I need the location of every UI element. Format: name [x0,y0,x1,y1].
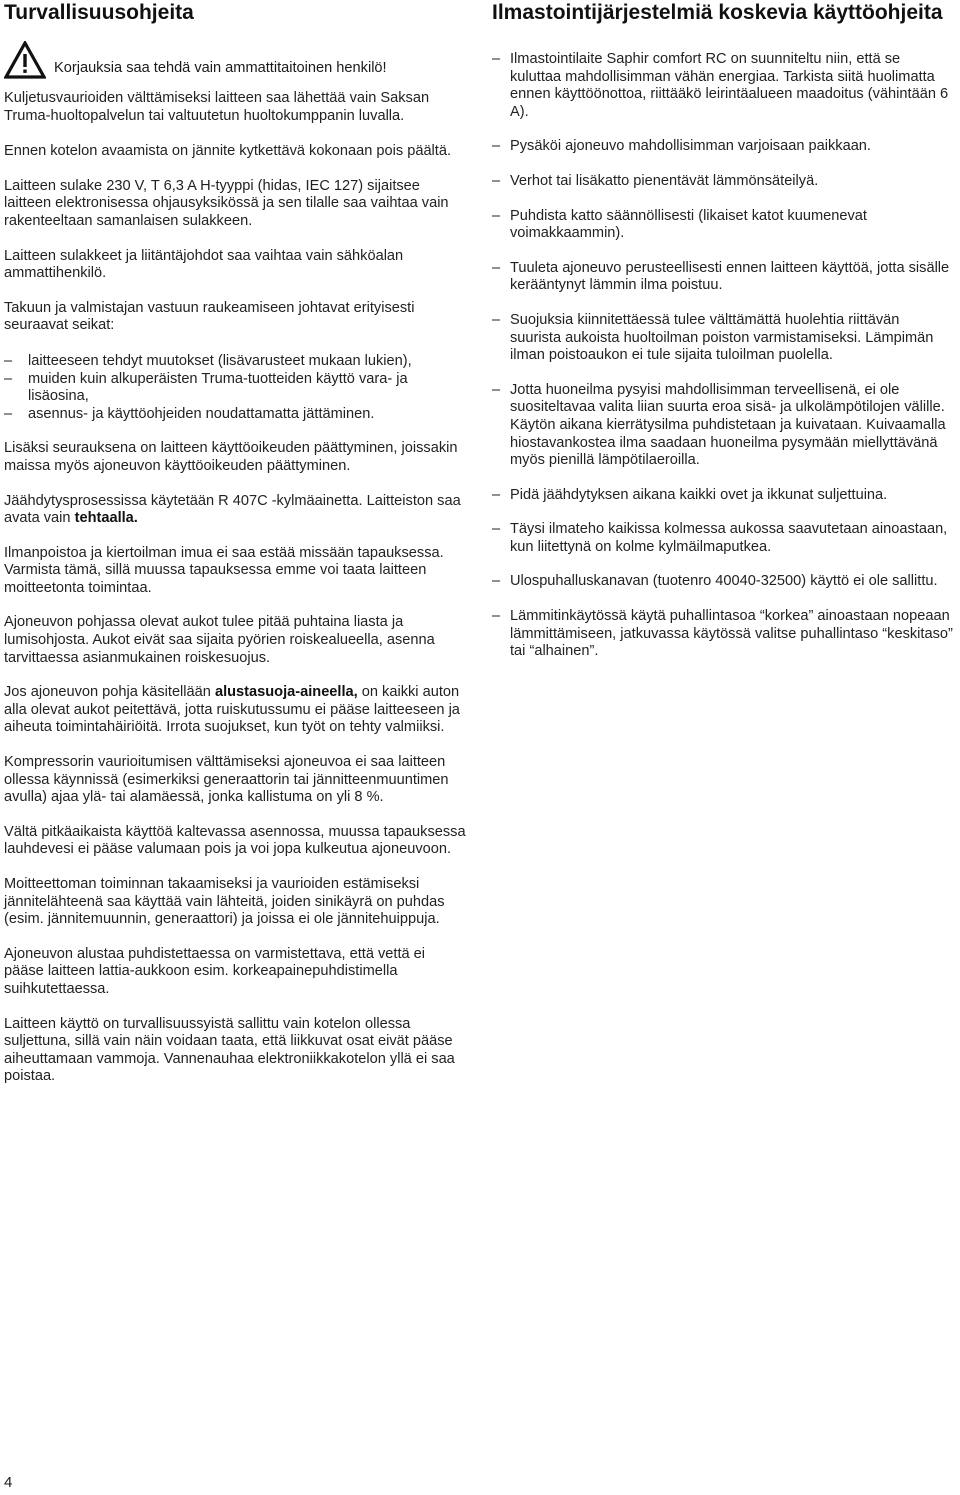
paragraph-refrigerant: Jäähdytysprosessissa käytetään R 407C -kylmäainetta. Laitteiston saa avata vain tehtaalla. [4,492,461,527]
warning-triangle-icon [4,41,46,79]
page-number: 4 [4,1474,13,1491]
paragraph-fuse: Laitteen sulake 230 V, T 6,3 A H-tyyppi (hidas, IEC 127) sijaitsee laitteen elektronisessa ohjausyksikössä ja sen tilalle saa vaihtaa vain rakenteeltaan samanlaisen sulakkeen. [4,177,449,229]
paragraph-air-intake: Ilmanpoistoa ja kiertoilman imua ei saa estää missään tapauksessa. Varmista tämä, sillä muussa tapauksessa emme voi taata laitteen moitteetonta toimintaa. [4,544,444,596]
list-item: – Suojuksia kiinnitettäessä tulee välttämättä huolehtia riittävän suurista aukoista huoltoilman poiston varmistamiseksi. Lämpimän ilman poistoaukon ei tule sijaita tuloilman puolella. [492,312,954,365]
list-item: – Pysäköi ajoneuvo mahdollisimman varjoisaan paikkaan. [492,138,954,156]
paragraph-power-source: Moitteettoman toiminnan takaamiseksi ja vaurioiden estämiseksi jännitelähteenä saa käyttää vain lähteitä, joiden sinikäyrä on puhdas (esim. jännitemuunnin, generaattori) ja joissa ei ole jännitehuippuja. [4,876,445,928]
paragraph-cleaning: Ajoneuvon alustaa puhdistettaessa on varmistettava, että vettä ei pääse laitteen lattia-aukkoon esim. korkeapainepuhdistimella suihkutettaessa. [4,945,426,997]
list-item: – Ilmastointilaite Saphir comfort RC on suunniteltu niin, että se kuluttaa mahdollisimman vähän energiaa. Tarkista siitä huolimatta ennen käyttöönottoa, riittääkö leirintäalueen maadoitus (vähintään 6 A). [492,51,954,121]
warning-text: Korjauksia saa tehdä vain ammattitaitoinen henkilö! [54,60,387,77]
paragraph-compressor: Kompressorin vaurioitumisen välttämiseksi ajoneuvoa ei saa laitteen ollessa käynnissä (esimerkiksi generaattorin tai jännitteenmuuntimen avulla) ajaa ylä- tai alamäessä, jonka kallistuma on yli 8 %. [4,754,449,806]
list-item: – Tuuleta ajoneuvo perusteellisesti ennen laitteen käyttöä, jotta sisälle kerääntynyt lämmin ilma poistuu. [492,260,954,295]
operating-list [492,51,954,661]
list-item: – Täysi ilmateho kaikissa kolmessa aukossa saavutetaan ainoastaan, kun liitettynä on kolme kylmäilmaputkea. [492,521,954,556]
list-item: – Puhdista katto säännöllisesti (likaiset katot kuumenevat voimakkaammin). [492,208,954,243]
paragraph-vehicle-openings: Ajoneuvon pohjassa olevat aukot tulee pitää puhtaina liasta ja lumisohjosta. Aukot eivät saa sijaita pyörien roiskealueella, asenna tarvittaessa asianmukainen roiskesuojus. [4,614,435,666]
safety-title: Turvallisuusohjeita [4,1,194,24]
paragraph-underbody: Jos ajoneuvon pohja käsitellään alustasuoja-aineella, on kaikki auton alla olevat aukot peitettävä, jotta ruiskutussumu ei pääse laitteeseen ja aiheuta toimintahäiriöitä. Irrota suojukset, kun työt on tehty valmiiksi. [4,684,460,736]
paragraph-incline: Vältä pitkäaikaista käyttöä kaltevassa asennossa, muussa tapauksessa lauhdevesi ei pääse valumaan pois ja voi jopa kulkeutua ajoneuvoon. [4,823,466,858]
right-column [492,0,954,661]
list-item: – laitteeseen tehdyt muutokset (lisävarusteet mukaan lukien), [4,353,468,371]
paragraph-license: Lisäksi seurauksena on laitteen käyttöoikeuden päättyminen, joissakin maissa myös ajoneuvon käyttöoikeuden päättyminen. [4,440,458,474]
list-item: – Ulospuhalluskanavan (tuotenro 40040-32500) käyttö ei ole sallittu. [492,573,954,591]
list-item: – Pidä jäähdytyksen aikana kaikki ovet ja ikkunat suljettuina. [492,487,954,505]
list-item: – Jotta huoneilma pysyisi mahdollisimman terveellisenä, ei ole suositeltavaa valita liian suurta eroa sisä- ja ulkolämpötilojen välille. Käytön aikana kierrätysilma puhdistetaan ja kuivataan. Kuivaamalla hiostavankostea ilma saadaan huoneilma pysymään miellyttävänä myös pienillä lämpötilaeroilla. [492,382,954,470]
list-item: – muiden kuin alkuperäisten Truma-tuotteiden käyttö vara- ja lisäosina, [4,371,468,406]
paragraph-transport: Kuljetusvaurioiden välttämiseksi laitteen saa lähettää vain Saksan Truma-huoltopalvelun tai valtuutetun huoltokumppanin luvalla. [4,90,430,124]
left-column [4,0,468,1086]
list-item: – asennus- ja käyttöohjeiden noudattamatta jättäminen. [4,406,468,424]
operating-title: Ilmastointijärjestelmiä koskevia käyttöohjeita [492,1,943,24]
paragraph-fuse-replace: Laitteen sulakkeet ja liitäntäjohdot saa vaihtaa vain sähköalan ammattihenkilö. [4,247,404,282]
paragraph-warranty: Takuun ja valmistajan vastuun raukeamiseen johtavat erityisesti seuraavat seikat: [4,299,415,334]
list-item: – Lämmitinkäytössä käytä puhallintasoa “korkea” ainoastaan nopeaan lämmittämiseen, jatkuvassa käytössä valitse puhallintaso “keskitaso” tai “alhainen”. [492,608,954,661]
paragraph-voltage: Ennen kotelon avaamista on jännite kytkettävä kokonaan pois päältä. [4,143,452,160]
warranty-list [4,353,468,423]
list-item: – Verhot tai lisäkatto pienentävät lämmönsäteilyä. [492,173,954,191]
paragraph-housing: Laitteen käyttö on turvallisuussyistä sallittu vain kotelon ollessa suljettuna, sillä vain näin voidaan taata, että liikkuvat osat eivät pääse aiheuttamaan vammoja. Vannenauhaa elektroniikkakotelon yllä ei saa poistaa. [4,1015,455,1085]
warning-note [4,39,468,79]
